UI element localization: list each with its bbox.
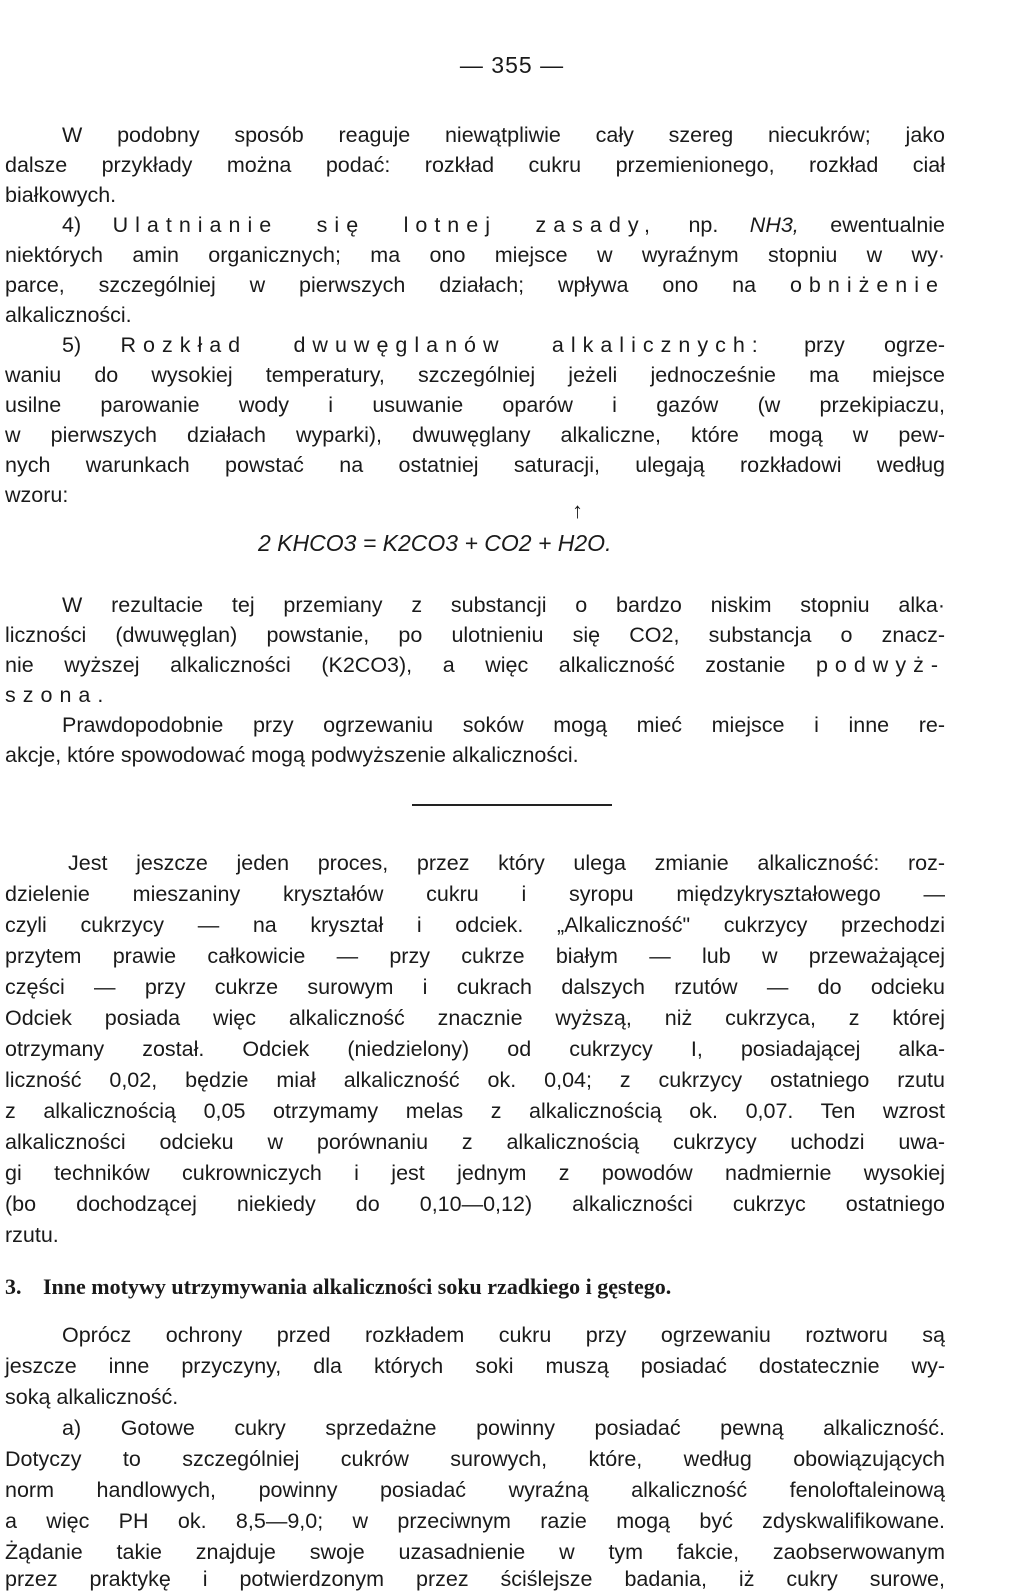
text-line: Odciek posiada więc alkaliczność znacznie wyższą, niż cukrzyca, z której [5, 1006, 945, 1030]
text-line: rzutu. [5, 1223, 59, 1247]
text-line: dalsze przykłady można podać: rozkład cukru przemienionego, rozkład ciał [5, 153, 945, 177]
text-line: Żądanie takie znajduje swoje uzasadnienie w tym fakcie, zaobserwowanym [5, 1540, 945, 1564]
text-line: gi techników cukrowniczych i jest jednym z powodów nadmiernie wysokiej [5, 1161, 945, 1185]
text-line [5, 270, 945, 300]
section-number: 3. [5, 1274, 22, 1299]
text-line: części — przy cukrze surowym i cukrach dalszych rzutów — do odcieku [5, 975, 945, 999]
text-line: (bo dochodzącej niekiedy do 0,10—0,12) alkaliczności cukrzyc ostatniego [5, 1192, 945, 1216]
text-line: Dotyczy to szczególniej cukrów surowych, które, według obowiązujących [5, 1447, 945, 1471]
text-line [5, 650, 945, 680]
text-line: przez praktykę i potwierdzonym przez ściślejsze badania, iż cukry surowe, [5, 1567, 945, 1591]
text-line: a) Gotowe cukry sprzedażne powinny posiadać pewną alkaliczność. [62, 1416, 945, 1440]
list-number: 4) [62, 213, 82, 237]
text-line: czyli cukrzycy — na kryształ i odciek. „Alkaliczność" cukrzycy przechodzi [5, 913, 945, 937]
text-line: z alkalicznością 0,05 otrzymamy melas z alkalicznością ok. 0,07. Ten wzrost [5, 1099, 945, 1123]
section-heading [5, 1274, 955, 1300]
text-line: dzielenie mieszaniny kryształów cukru i syropu międzykryształowego — [5, 882, 945, 906]
text-line: nych warunkach powstać na ostatniej saturacji, ulegają rozkładowi według [5, 453, 945, 477]
text-line: usilne parowanie wody i usuwanie oparów i gazów (w przekipiaczu, [5, 393, 945, 417]
text-line: jeszcze inne przyczyny, dla których soki muszą posiadać dostatecznie wy- [5, 1354, 945, 1378]
spaced-emphasis: Rozkład dwuwęglanów alkalicznych: [120, 333, 765, 357]
text-line: wzoru: [5, 483, 69, 507]
chem-formula: NH3, [749, 213, 799, 237]
section-title: Inne motywy utrzymywania alkaliczności soku rzadkiego i gęstego. [43, 1274, 672, 1299]
list-number: 5) [62, 333, 82, 357]
text-fragment: przy ogrze- [804, 333, 945, 357]
text-line: liczność 0,02, będzie miał alkaliczność ok. 0,04; z cukrzycy ostatniego rzutu [5, 1068, 945, 1092]
text-line: alkaliczności odcieku w porównaniu z alkalicznością cukrzycy uchodzi uwa- [5, 1130, 945, 1154]
page-number: — 355 — [459, 52, 565, 78]
text-line: niektórych amin organicznych; ma ono miejsce w wyraźnym stopniu w wy· [5, 243, 945, 267]
text-fragment: ewentualnie [830, 213, 946, 237]
up-arrow-icon: ↑ [572, 498, 583, 523]
spaced-emphasis: podwyż- [815, 653, 945, 677]
text-line: białkowych. [5, 183, 117, 207]
text-fragment: np. [688, 213, 719, 237]
chemical-equation: 2 KHCO3 = K2CO3 + CO2 + H2O. [258, 530, 612, 556]
text-line: w pierwszych działach wyparki), dwuwęglany alkaliczne, które mogą w pew- [5, 423, 945, 447]
text-line: Oprócz ochrony przed rozkładem cukru przy ogrzewaniu roztworu są [62, 1323, 945, 1347]
text-line: soką alkaliczność. [5, 1385, 179, 1409]
text-line: akcje, które spowodować mogą podwyższenie alkaliczności. [5, 743, 579, 767]
text-line: waniu do wysokiej temperatury, szczególniej jeżeli jednocześnie ma miejsce [5, 363, 945, 387]
spaced-emphasis: obniżenie [789, 273, 945, 297]
text-line: a więc PH ok. 8,5—9,0; w przeciwnym razie mogą być zdyskwalifikowane. [5, 1509, 945, 1533]
text-line [62, 330, 945, 360]
spaced-emphasis: szona. [5, 683, 111, 707]
text-line: Prawdopodobnie przy ogrzewaniu soków mogą mieć miejsce i inne re- [62, 713, 945, 737]
text-line: przytem prawie całkowicie — przy cukrze białym — lub w przeważającej [5, 944, 945, 968]
section-separator [412, 804, 612, 806]
text-line: alkaliczności. [5, 303, 132, 327]
text-fragment: parce, szczególniej w pierwszych działach; wpływa ono na [5, 273, 757, 297]
text-line: W podobny sposób reaguje niewątpliwie cały szereg niecukrów; jako [62, 123, 945, 147]
text-line: otrzymany został. Odciek (niedzielony) od cukrzycy I, posiadającej alka- [5, 1037, 945, 1061]
text-fragment: nie wyższej alkaliczności (K2CO3), a więc alkaliczność zostanie [5, 653, 786, 677]
text-line [62, 210, 945, 240]
text-line: norm handlowych, powinny posiadać wyraźną alkaliczność fenoloftaleinową [5, 1478, 945, 1502]
text-line: Jest jeszcze jeden proces, przez który ulega zmianie alkaliczność: roz- [68, 851, 945, 875]
text-line: liczności (dwuwęglan) powstanie, po ulotnieniu się CO2, substancja o znacz- [5, 623, 945, 647]
text-line: W rezultacie tej przemiany z substancji o bardzo niskim stopniu alka· [62, 593, 945, 617]
spaced-emphasis: Ulatnianie się lotnej zasady, [112, 213, 657, 237]
